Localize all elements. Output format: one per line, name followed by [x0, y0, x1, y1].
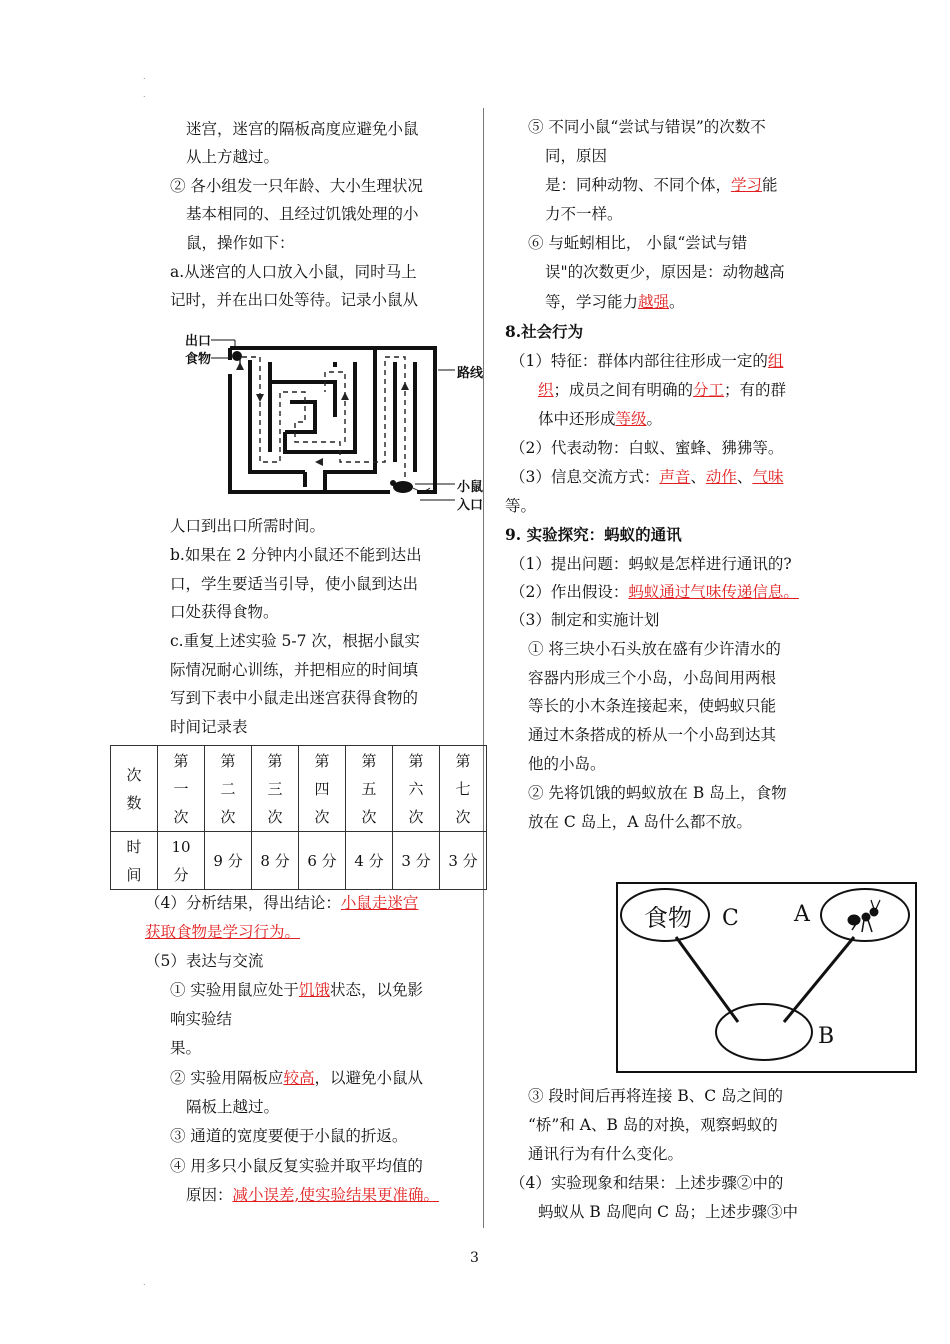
text-line: ③ 通道的宽度要便于小鼠的折返。	[170, 1127, 408, 1145]
text-line: （3）制定和实施计划	[510, 611, 660, 629]
text-line: 果。	[170, 1039, 202, 1057]
table-cell: 第 一 次	[158, 746, 205, 832]
corner-mark: .	[143, 90, 146, 99]
text-span: （2）作出假设：	[510, 583, 629, 601]
text-line	[510, 578, 799, 606]
text-line: 际情况耐心训练，并把相应的时间填	[170, 661, 419, 679]
answer-text: 越强	[638, 293, 670, 311]
answer-text: 织	[538, 381, 554, 399]
text-line	[538, 376, 786, 404]
answer-text: 减小误差,使实验结果更准确。	[232, 1186, 439, 1204]
table-cell: 3 分	[440, 832, 487, 890]
text-span: 体中还形成	[538, 410, 616, 428]
text-line: （5）表达与交流	[145, 952, 264, 970]
answer-text: 小鼠走迷宫	[340, 894, 419, 912]
text-line: 口处获得食物。	[170, 603, 279, 621]
table-cell: 第 二 次	[205, 746, 252, 832]
text-line: ② 先将饥饿的蚂蚁放在 B 岛上，食物	[528, 784, 787, 802]
text-line	[538, 405, 662, 433]
text-line: “桥”和 A、B 岛的对换，观察蚂蚁的	[528, 1116, 778, 1134]
text-line	[545, 171, 778, 199]
maze-figure	[185, 322, 485, 512]
page-number: 3	[470, 1250, 479, 1266]
text-line: b.如果在 2 分钟内小鼠还不能到达出	[170, 546, 422, 564]
bridge	[784, 937, 854, 1022]
text-span: 。	[646, 410, 663, 428]
text-span: ② 实验用隔板应	[170, 1069, 284, 1087]
text-span: ① 实验用鼠应处于	[170, 981, 299, 999]
text-span: ；成员之间有明确的	[553, 381, 694, 399]
text-line: 蚂蚁从 B 岛爬向 C 岛；上述步骤③中	[538, 1203, 798, 1221]
maze-entry-label: 入口	[457, 498, 484, 513]
text-span: 是：同种动物、不同个体，	[545, 176, 732, 194]
island-c-label: C	[722, 906, 739, 931]
table-cell: 第 三 次	[252, 746, 299, 832]
text-span: 、	[690, 468, 706, 486]
corner-mark: .	[143, 1278, 146, 1287]
time-record-table	[110, 745, 487, 890]
maze-food-label: 食物	[185, 352, 212, 367]
text-line	[545, 288, 685, 316]
text-line	[145, 918, 300, 946]
text-line: 隔板上越过。	[186, 1098, 280, 1116]
text-line: ① 将三块小石头放在盛有少许清水的	[528, 640, 781, 658]
text-span: （3）信息交流方式：	[510, 468, 660, 486]
maze-route-label: 路线	[457, 366, 484, 381]
text-span: ，以避免小鼠从	[314, 1069, 423, 1087]
column-divider	[483, 108, 484, 1228]
text-line: 鼠，操作如下：	[186, 234, 295, 252]
text-span: 原因：	[186, 1186, 233, 1204]
text-line: 响实验结	[170, 1010, 233, 1028]
mouse-icon	[390, 480, 430, 493]
table-cell: 6 分	[299, 832, 346, 890]
table-cell: 9 分	[205, 832, 252, 890]
text-line: ⑥ 与蚯蚓相比， 小鼠“尝试与错	[528, 234, 748, 252]
text-span: 、	[736, 468, 753, 486]
text-span: 。	[669, 293, 685, 311]
text-line: 口，学生要适当引导，使小鼠到达出	[170, 575, 419, 593]
text-span: ；有的群	[724, 381, 787, 399]
maze-drawing	[185, 322, 485, 512]
text-line: ② 各小组发一只年龄、大小生理状况	[170, 177, 423, 195]
section-heading: 8.社会行为	[505, 322, 584, 341]
text-line: 从上方越过。	[186, 148, 280, 166]
section-heading: 9. 实验探究：蚂蚁的通讯	[505, 525, 682, 544]
text-line: （2）代表动物：白蚁、蜜蜂、狒狒等。	[510, 439, 784, 457]
text-line: ④ 用多只小鼠反复实验并取平均值的	[170, 1157, 423, 1175]
answer-text: 较高	[283, 1069, 315, 1087]
text-line: 等长的小木条连接起来，使蚂蚁只能	[528, 697, 777, 715]
answer-text: 动作	[705, 468, 737, 486]
text-line	[510, 463, 783, 491]
text-line	[510, 347, 783, 375]
island-a-label: A	[794, 902, 810, 927]
table-row	[111, 832, 487, 890]
text-line	[170, 1064, 423, 1092]
text-line: ⑤ 不同小鼠“尝试与错误”的次数不	[528, 118, 766, 136]
maze-exit-label: 出口	[185, 334, 212, 349]
answer-text: 蚂蚁通过气味传递信息。	[628, 583, 799, 601]
text-line: （1）提出问题：蚂蚁是怎样进行通讯的?	[510, 555, 792, 573]
text-span: 等，学习能力	[545, 293, 639, 311]
table-cell: 第 六 次	[393, 746, 440, 832]
text-line	[170, 976, 423, 1004]
table-cell: 10 分	[158, 832, 205, 890]
text-line: 等。	[505, 497, 537, 515]
text-span: （4）分析结果，得出结论：	[145, 894, 341, 912]
text-line: 容器内形成三个小岛，小岛间用两根	[528, 669, 777, 687]
text-line: 人口到出口所需时间。	[170, 517, 326, 535]
text-line	[186, 1181, 439, 1209]
table-header-cell: 次 数	[111, 746, 158, 832]
text-line: a.从迷宫的人口放入小鼠，同时马上	[170, 263, 417, 281]
text-line: 迷宫，迷宫的隔板高度应避免小鼠	[186, 120, 419, 138]
corner-mark: .	[143, 72, 146, 81]
text-line: 力不一样。	[545, 205, 623, 223]
text-line: 时间记录表	[170, 718, 248, 736]
bridge	[676, 937, 738, 1022]
text-line: 放在 C 岛上，A 岛什么都不放。	[528, 813, 752, 831]
table-cell: 4 分	[346, 832, 393, 890]
text-line: 通过木条搭成的桥从一个小岛到达其	[528, 726, 777, 744]
answer-text: 声音	[659, 468, 691, 486]
text-span: 能	[762, 176, 778, 194]
answer-text: 组	[767, 352, 784, 370]
table-cell: 第 七 次	[440, 746, 487, 832]
text-line: 误"的次数更少，原因是：动物越高	[545, 263, 785, 281]
answer-text: 气味	[752, 468, 784, 486]
answer-text: 分工	[693, 381, 725, 399]
table-row	[111, 746, 487, 832]
text-line: 他的小岛。	[528, 755, 606, 773]
answer-text: 等级	[615, 410, 647, 428]
ant-icon	[848, 900, 880, 932]
text-line: 写到下表中小鼠走出迷宫获得食物的	[170, 689, 419, 707]
text-span: 状态，以免影	[329, 981, 423, 999]
text-line	[145, 889, 418, 917]
island-b-label: B	[818, 1024, 835, 1049]
table-cell: 3 分	[393, 832, 440, 890]
text-line: （4）实验现象和结果：上述步骤②中的	[510, 1174, 784, 1192]
food-label: 食物	[644, 904, 692, 932]
text-line: 基本相同的、且经过饥饿处理的小	[186, 205, 419, 223]
text-line: c.重复上述实验 5-7 次，根据小鼠实	[170, 632, 420, 650]
maze-mouse-label: 小鼠	[457, 480, 484, 495]
text-span: （1）特征：群体内部往往形成一定的	[510, 352, 768, 370]
table-cell: 第 四 次	[299, 746, 346, 832]
table-cell: 第 五 次	[346, 746, 393, 832]
answer-text: 饥饿	[298, 981, 330, 999]
answer-text: 获取食物是学习行为。	[145, 923, 301, 941]
answer-text: 学习	[731, 176, 763, 194]
ant-island-figure	[616, 882, 918, 1074]
table-cell: 8 分	[252, 832, 299, 890]
text-line: 通讯行为有什么变化。	[528, 1145, 684, 1163]
text-line: 记时，并在出口处等待。记录小鼠从	[170, 291, 419, 309]
table-header-cell: 时 间	[111, 832, 158, 890]
food-icon	[232, 351, 242, 361]
text-line: ③ 段时间后再将连接 B、C 岛之间的	[528, 1087, 784, 1105]
text-line: 同，原因	[545, 147, 608, 165]
